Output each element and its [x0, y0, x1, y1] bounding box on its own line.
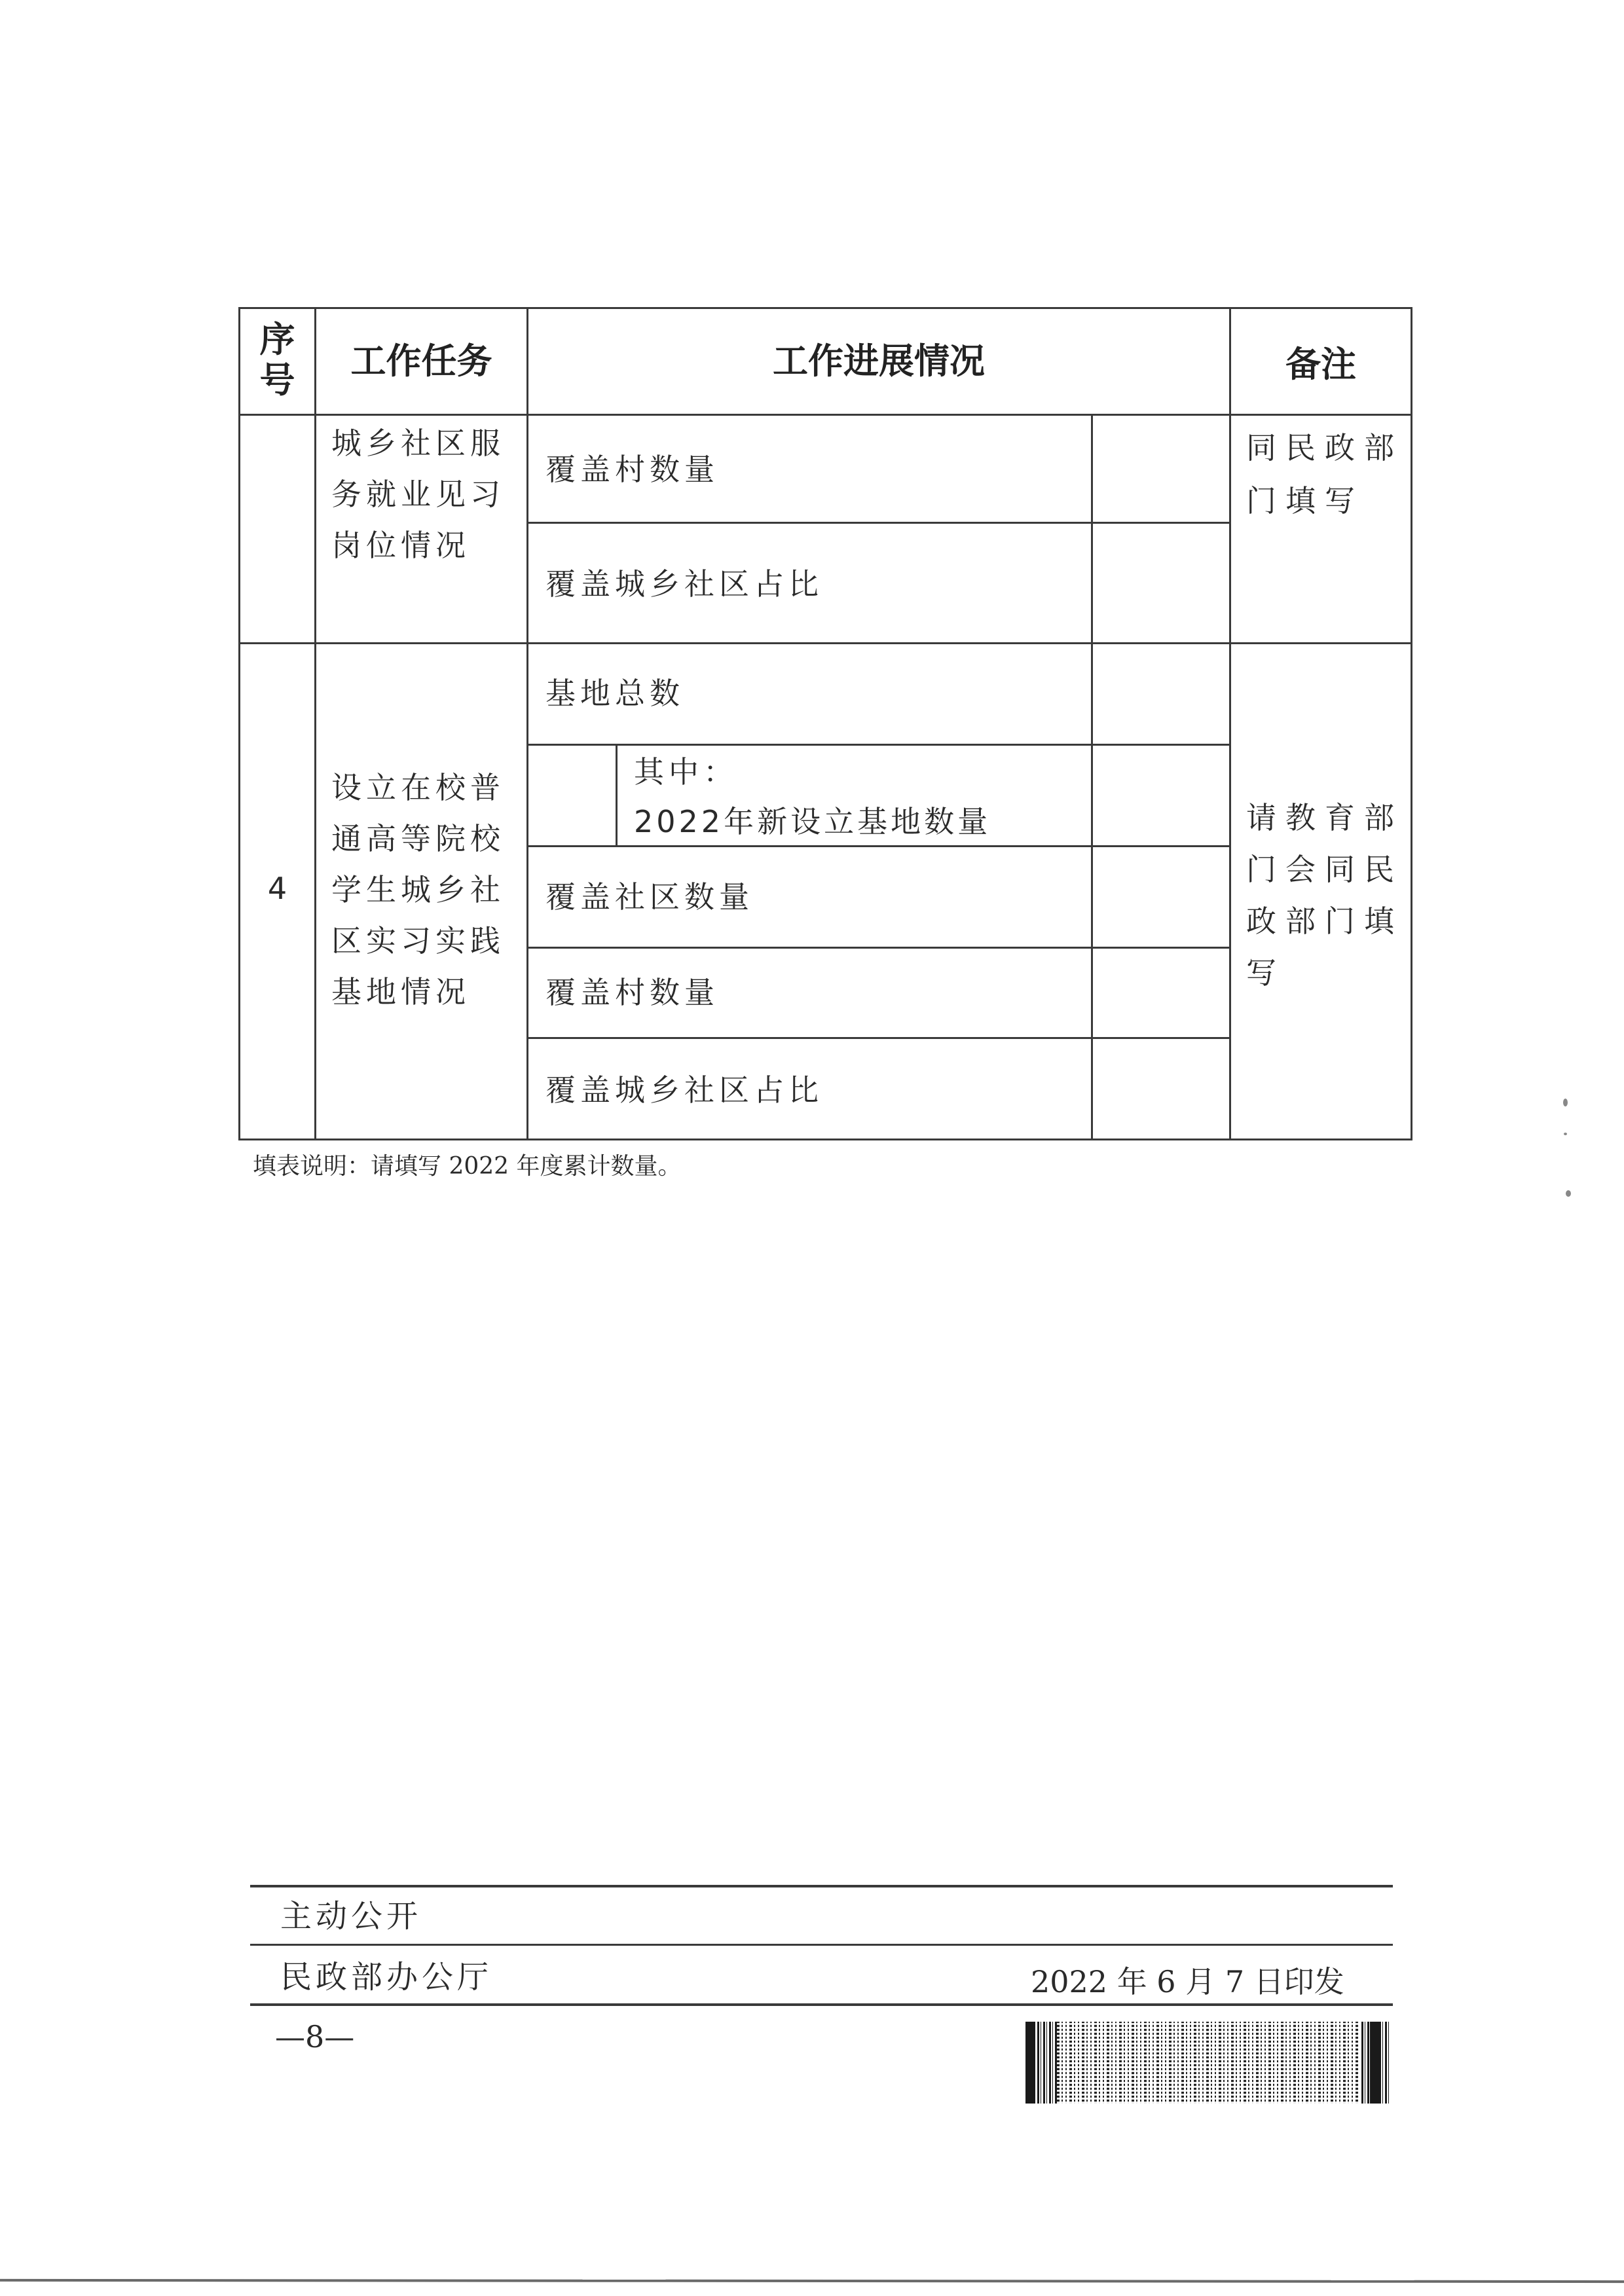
item-value-field[interactable]: [1093, 524, 1229, 642]
remarks-line: 同民政部: [1246, 430, 1403, 465]
table-bottom-border: [239, 1139, 1412, 1140]
scan-mark: [1563, 1099, 1568, 1106]
item-label: 覆盖社区数量: [545, 879, 754, 915]
barcode-data-area: [1057, 2022, 1359, 2104]
remarks-line: 门填写: [1246, 483, 1364, 519]
footer-rule-bottom: [250, 2003, 1393, 2006]
table-top-border: [239, 307, 1412, 309]
section-divider: [239, 642, 1412, 644]
remarks-line: 请教育部: [1246, 800, 1403, 835]
table-footnote: 填表说明：请填写 2022 年度累计数量。: [253, 1153, 682, 1180]
disclosure-label: 主动公开: [280, 1898, 422, 1935]
task-line: 通高等院校: [331, 821, 505, 856]
barcode-guard-left: [1025, 2022, 1035, 2104]
scan-mark: [1566, 1190, 1571, 1197]
item-value-field[interactable]: [1093, 416, 1229, 522]
item-label: 覆盖城乡社区占比: [545, 566, 823, 602]
task-line: 城乡社区服: [331, 426, 505, 461]
task-line: 基地情况: [331, 974, 470, 1010]
item-value-field[interactable]: [1093, 644, 1229, 744]
barcode-guard-right: [1370, 2022, 1379, 2104]
remarks-line: 政部门填: [1246, 903, 1403, 939]
remarks-line: 门会同民: [1246, 852, 1403, 887]
item-value-field[interactable]: [1093, 1039, 1229, 1139]
item-value-field[interactable]: [1093, 746, 1229, 845]
table-right-border: [1411, 307, 1412, 1140]
scan-mark: [1564, 1133, 1567, 1135]
header-bottom-border: [239, 414, 1412, 416]
task-line: 设立在校普: [331, 770, 505, 805]
item-value-field[interactable]: [1093, 847, 1229, 947]
page-bottom-edge: [0, 2279, 1624, 2283]
col-divider-remarks: [1229, 307, 1231, 1140]
remarks-line: 写: [1246, 955, 1285, 991]
task-line: 岗位情况: [331, 528, 470, 563]
col-divider-seq-task: [314, 307, 316, 1140]
header-progress: 工作进展情况: [773, 340, 985, 382]
header-seq: [240, 319, 315, 401]
item-label: 覆盖城乡社区占比: [545, 1072, 823, 1108]
item-label: 覆盖村数量: [545, 452, 719, 487]
task-line: 学生城乡社: [331, 872, 505, 907]
row-seq: 4: [267, 871, 287, 906]
col-divider-task-progress: [526, 307, 528, 1140]
footer-rule-top: [250, 1885, 1393, 1887]
task-line: 区实习实践: [331, 923, 505, 958]
issuer-label: 民政部办公厅: [280, 1959, 493, 1995]
header-seq-line1: 序: [259, 319, 295, 360]
header-task: 工作任务: [350, 340, 492, 382]
task-line: 务就业见习: [331, 477, 505, 512]
item-label-line1: 其中：: [634, 754, 738, 790]
item-value-field[interactable]: [1093, 949, 1229, 1037]
table-left-border: [238, 307, 240, 1140]
item-label: 覆盖村数量: [545, 975, 719, 1010]
barcode-image: [1025, 2022, 1391, 2104]
header-remarks: 备注: [1285, 344, 1356, 385]
header-seq-line2: 号: [259, 359, 295, 401]
issue-date: 2022 年 6 月 7 日印发: [1031, 1964, 1344, 1999]
sub-col-divider: [616, 744, 618, 847]
page-number: —8—: [275, 2019, 355, 2054]
footer-rule-middle: [250, 1944, 1393, 1946]
item-label-line2: 2022年新设立基地数量: [634, 804, 991, 839]
item-label: 基地总数: [545, 676, 684, 711]
